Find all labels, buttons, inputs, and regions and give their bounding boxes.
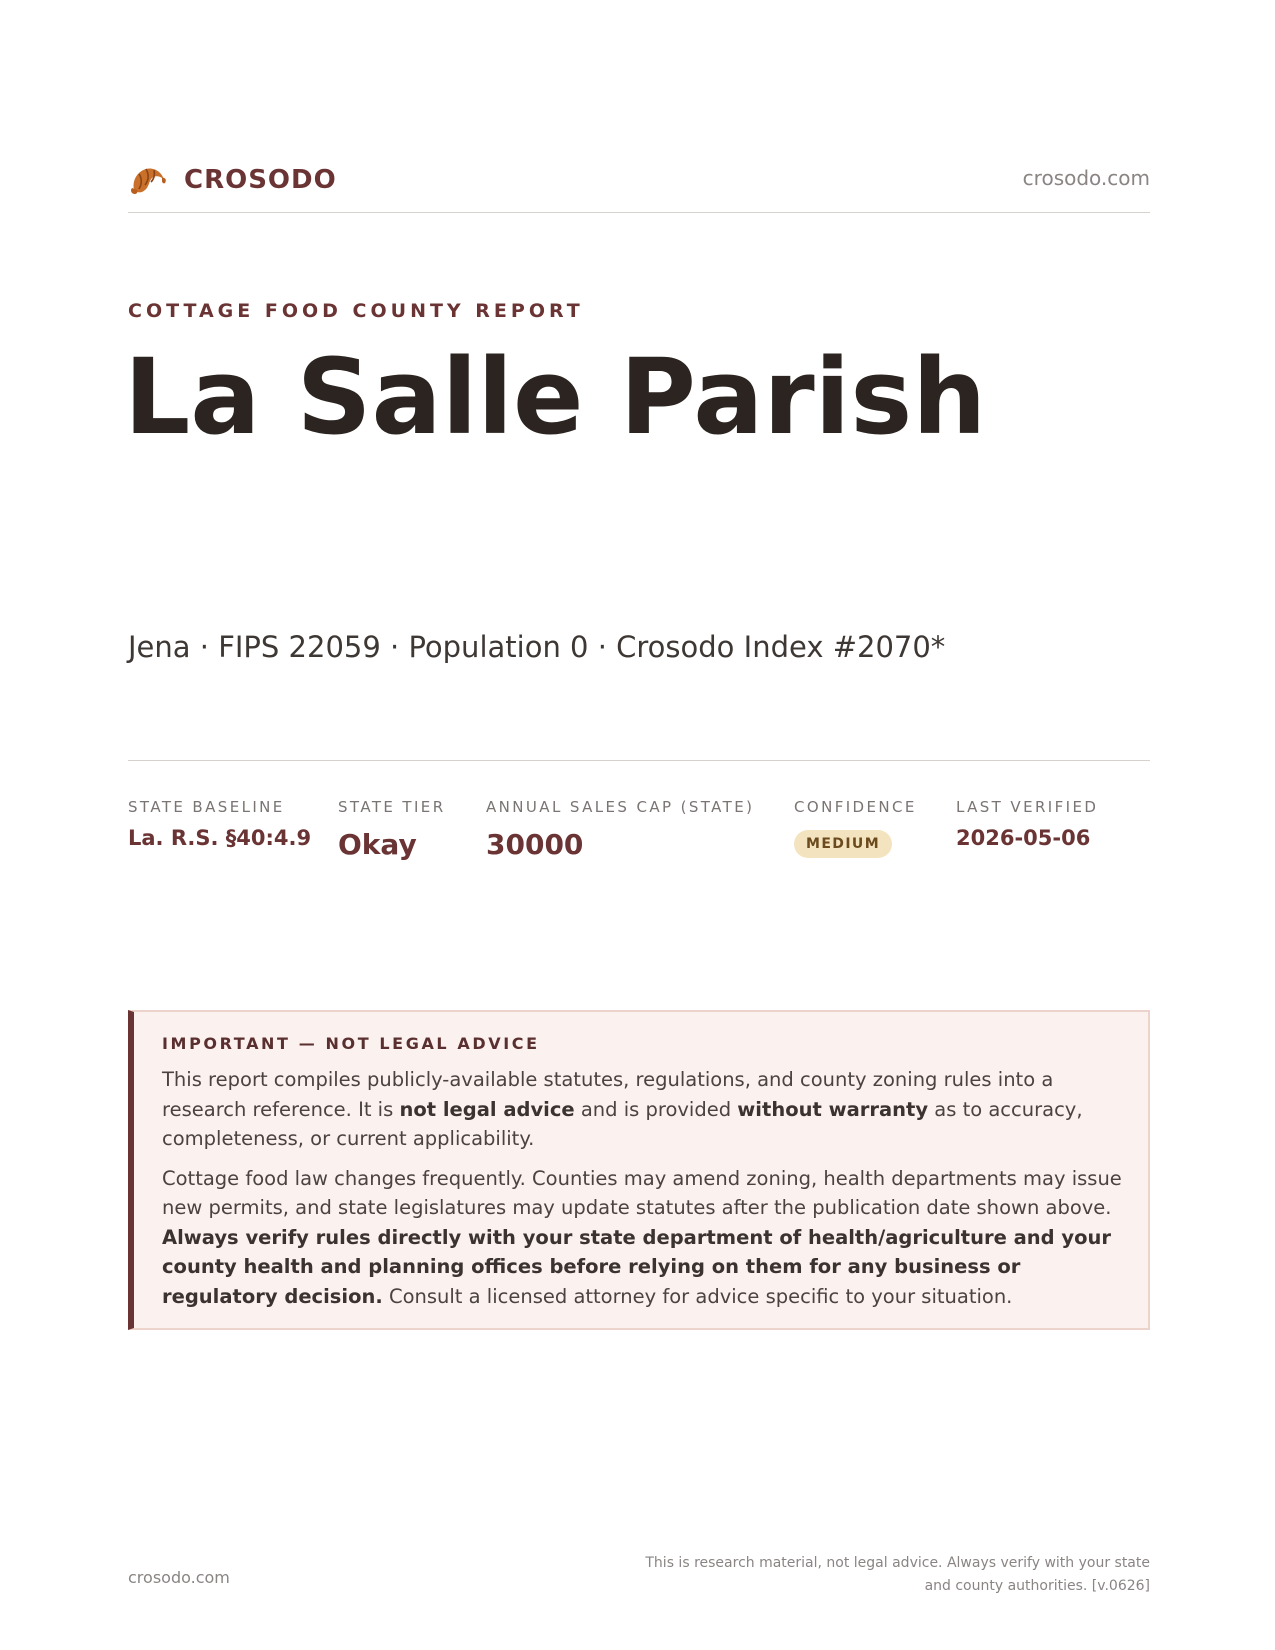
stat-last-verified xyxy=(956,798,1098,850)
footer-disclaimer-line: This is research material, not legal advice. Always verify with your state xyxy=(645,1555,1150,1571)
stat-label: STATE BASELINE xyxy=(128,798,285,816)
notice-text: This report compiles publicly-available statutes, regulations, and county zoning rules into a research reference. It is xyxy=(162,1068,1054,1121)
stat-confidence xyxy=(794,798,917,858)
stat-value: 2026-05-06 xyxy=(956,826,1091,850)
stat-label: STATE TIER xyxy=(338,798,446,816)
notice-emphasis: not legal advice xyxy=(399,1097,575,1121)
stat-label: ANNUAL SALES CAP (STATE) xyxy=(486,798,755,816)
notice-emphasis: without warranty xyxy=(737,1097,929,1121)
report-subtitle: Jena · FIPS 22059 · Population 0 · Crosodo Index #2070* xyxy=(128,630,946,664)
notice-text: and is provided xyxy=(574,1097,738,1121)
notice-paragraph-2 xyxy=(162,1164,1122,1312)
croissant-icon xyxy=(128,160,168,200)
stat-state-tier xyxy=(338,798,446,861)
footer-url[interactable]: crosodo.com xyxy=(128,1568,230,1587)
report-page xyxy=(124,0,1150,1650)
confidence-badge: MEDIUM xyxy=(794,830,892,858)
stat-value: 30000 xyxy=(486,828,584,861)
site-url[interactable]: crosodo.com xyxy=(1022,166,1150,190)
notice-paragraph-1 xyxy=(162,1065,1122,1154)
report-eyebrow: COTTAGE FOOD COUNTY REPORT xyxy=(128,300,584,322)
page-title: La Salle Parish xyxy=(124,336,987,458)
brand-name: CROSODO xyxy=(184,165,337,195)
stat-label: CONFIDENCE xyxy=(794,798,917,816)
footer-disclaimer xyxy=(630,1552,1150,1598)
stat-annual-sales-cap xyxy=(486,798,754,861)
stats-row xyxy=(128,798,1150,878)
notice-text: Consult a licensed attorney for advice specific to your situation. xyxy=(382,1284,1013,1308)
brand[interactable] xyxy=(128,160,337,200)
header-bar xyxy=(128,156,1150,213)
stat-value: La. R.S. §40:4.9 xyxy=(128,826,312,850)
divider xyxy=(128,760,1150,761)
stat-value: Okay xyxy=(338,828,417,861)
legal-notice xyxy=(128,1010,1150,1330)
footer-disclaimer-line: and county authorities. [v.0626] xyxy=(924,1578,1150,1594)
stat-state-baseline xyxy=(128,798,311,850)
notice-emphasis: Always verify rules directly with your state department of health/agriculture and your county health and planning offices before relying on them for any business or regulatory decision. xyxy=(162,1225,1112,1308)
notice-heading: IMPORTANT — NOT LEGAL ADVICE xyxy=(162,1034,540,1053)
notice-text: as to accuracy, completeness, or current applicability. xyxy=(162,1097,1083,1150)
notice-text: Cottage food law changes frequently. Counties may amend zoning, health departments may issue new permits, and state legislatures may update statutes after the publication date shown above. xyxy=(162,1166,1122,1219)
stat-label: LAST VERIFIED xyxy=(956,798,1099,816)
